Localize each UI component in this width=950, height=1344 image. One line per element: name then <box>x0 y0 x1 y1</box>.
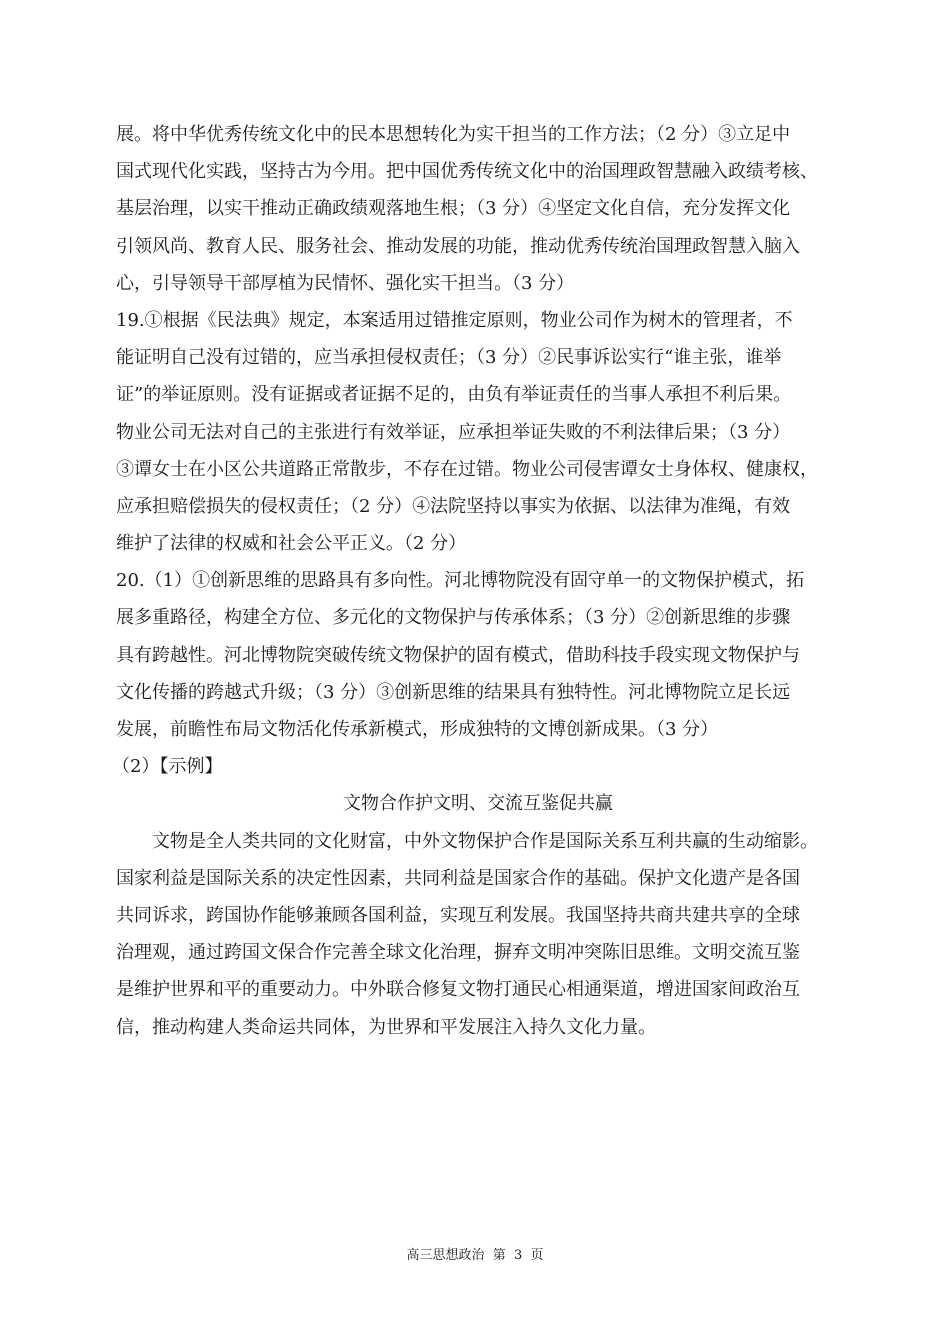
text-line: 发展，前瞻性布局文物活化传承新模式，形成独特的文博创新成果。（3 分） <box>116 719 719 740</box>
text-line: 国家利益是国际关系的决定性因素，共同利益是国家合作的基础。保护文化遗产是各国 <box>116 867 800 889</box>
page-footer: 高三思想政治 第 3 页 <box>406 1248 544 1263</box>
question-20-start: 20.（1）①创新思维的思路具有多向性。河北博物院没有固守单一的文物保护模式，拓 <box>116 570 805 592</box>
text-line: 心，引导领导干部厚植为民情怀、强化实干担当。（3 分） <box>116 272 575 294</box>
text-line: 应承担赔偿损失的侵权责任；（2 分）④法院坚持以事实为依据、以法律为准绳，有效 <box>116 495 791 517</box>
essay-paragraph-start: 文物是全人类共同的文化财富，中外文物保护合作是国际关系互利共赢的生动缩影。 <box>152 830 818 852</box>
text-line: 共同诉求，跨国协作能够兼顾各国利益，实现互利发展。我国坚持共商共建共享的全球 <box>116 904 800 926</box>
answer-content <box>112 116 840 1046</box>
text-line: 维护了法律的权威和社会公平正义。（2 分） <box>116 533 467 555</box>
text-line: 文化传播的跨越式升级；（3 分）③创新思维的结果具有独特性。河北博物院立足长远 <box>116 681 791 703</box>
essay-title: 文物合作护文明、交流互鉴促共赢 <box>343 793 613 815</box>
text-line: 展多重路径，构建全方位、多元化的文物保护与传承体系；（3 分）②创新思维的步骤 <box>116 607 791 629</box>
text-line: 能证明自己没有过错的，应当承担侵权责任；（3 分）②民事诉讼实行“谁主张，谁举 <box>116 347 782 369</box>
text-line: 证”的举证原则。没有证据或者证据不足的，由负有举证责任的当事人承担不利后果。 <box>116 384 792 406</box>
question-19-start: 19.①根据《民法典》规定，本案适用过错推定原则，物业公司作为树木的管理者，不 <box>116 309 793 331</box>
text-line: 是维护世界和平的重要动力。中外联合修复文物打通民心相通渠道，增进国家间政治互 <box>116 979 800 1001</box>
text-line: 展。将中华优秀传统文化中的民本思想转化为实干担当的工作方法；（2 分）③立足中 <box>116 124 791 145</box>
text-line: 治理观，通过跨国文保合作完善全球文化治理，摒弃文明冲突陈旧思维。文明交流互鉴 <box>116 942 800 964</box>
example-label: （2）【示例】 <box>112 756 223 778</box>
text-line: ③谭女士在小区公共道路正常散步，不存在过错。物业公司侵害谭女士身体权、健康权， <box>116 458 818 480</box>
text-line: 国式现代化实践，坚持古为今用。把中国优秀传统文化中的治国理政智慧融入政绩考核、 <box>116 161 818 183</box>
text-line: 信，推动构建人类命运共同体，为世界和平发展注入持久文化力量。 <box>116 1016 656 1038</box>
text-line: 具有跨越性。河北博物院突破传统文物保护的固有模式，借助科技手段实现文物保护与 <box>116 644 800 666</box>
text-line: 基层治理，以实干推动正确政绩观落地生根；（3 分）④坚定文化自信，充分发挥文化 <box>116 198 791 220</box>
text-line: 引领风尚、教育人民、服务社会、推动发展的功能，推动优秀传统治国理政智慧入脑入 <box>116 235 800 257</box>
text-line: 物业公司无法对自己的主张进行有效举证，应承担举证失败的不利法律后果；（3 分） <box>116 421 791 443</box>
